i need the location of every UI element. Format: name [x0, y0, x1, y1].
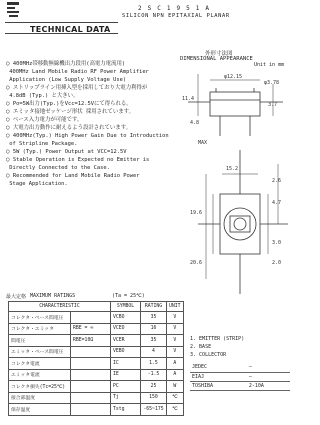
dim-d2: φ3.78	[264, 80, 280, 86]
dimensions-title-jp: 外形寸法図	[205, 51, 233, 57]
ratings-header-row	[9, 302, 184, 312]
header-symbol: SYMBOL	[111, 302, 141, 312]
ratings-table	[8, 301, 184, 416]
table-row: コレクタ・ベース間電圧 VCBO 35 V	[9, 312, 184, 324]
feature-item: ○ 5W (Typ.) Power Output at VCC=12.5V	[6, 148, 127, 155]
feature-item: of Stripline Package.	[9, 141, 78, 147]
dim-d9: 19.6	[190, 210, 203, 216]
dim-d10: 20.6	[190, 260, 203, 266]
table-row: エミッタ・ベース間電圧 VEBO 4 V	[9, 346, 184, 358]
table-row: EIAJ —	[190, 372, 290, 381]
dim-d11: MAX	[198, 140, 208, 146]
feature-item: ○ Po=5W出力(Typ.)をVcc=12.5Vにて得られる。	[6, 100, 132, 107]
dim-d5: 4.8	[190, 120, 200, 126]
dim-d1: φ12.15	[224, 74, 243, 80]
dim-d3: 11.4	[182, 96, 195, 102]
features-list	[6, 60, 186, 188]
ratings-title-jp: 最大定格	[6, 294, 27, 300]
table-row: コレクタ損失(Tc=25℃) PC 25 W	[9, 381, 184, 393]
feature-item: ○ Recommended for Land Mobile Radio Power	[6, 172, 140, 179]
dim-d8: 4.7	[272, 200, 282, 206]
feature-item: ○ 400MHz帯移動無線機出力段用(高電力電流用)	[6, 60, 126, 67]
feature-item: ○ Stable Operation is Expected no Emitter is	[6, 156, 150, 163]
feature-item: 4.8dB (Typ.) と大きい。	[9, 93, 79, 99]
feature-item: Stage Application.	[9, 181, 68, 187]
header-unit: UNIT	[167, 302, 184, 312]
feature-item: Directly Connected to the Case.	[9, 165, 110, 171]
toshiba-logo-icon	[6, 1, 20, 21]
table-row: コレクタ電流 IC 1.5 A	[9, 358, 184, 370]
dim-d13: 2.0	[272, 260, 282, 266]
dim-d6: 15.2	[226, 166, 239, 172]
table-row: 接合部温度 Tj 150 ℃	[9, 392, 184, 404]
table-row: コレクタ・エミッタ RBE = ∞ VCEO 16 V	[9, 323, 184, 335]
feature-item: 400MHz Land Mobile Radio RF Power Amplifier	[9, 69, 149, 75]
table-row: 間電圧 RBE=10Ω VCER 35 V	[9, 335, 184, 347]
feature-item: ○ ベース入力電力が可能です。	[6, 116, 83, 123]
package-standards-table	[190, 363, 290, 391]
device-subtitle: SILICON NPN EPITAXIAL PLANAR	[122, 13, 230, 19]
table-row: エミッタ電流 IE -1.5 A	[9, 369, 184, 381]
dim-d12: 3.0	[272, 240, 282, 246]
package-drawing	[168, 64, 298, 334]
feature-item: ○ エミッタ接地ゼッケージ形状 採用されています。	[6, 108, 134, 115]
dim-d4: 3.7	[268, 102, 278, 108]
table-row: 保存温度 Tstg -65~175 ℃	[9, 404, 184, 416]
pin-assignment	[190, 335, 290, 359]
header-characteristic: CHARACTERISTIC	[9, 302, 111, 312]
table-row: JEDEC —	[190, 363, 290, 372]
feature-item: ○ ストリップライン用挿入型を採用しており大電力利得が	[6, 84, 148, 91]
ratings-title-en: MAXIMUM RATINGS	[30, 293, 76, 299]
document-title: TECHNICAL DATA	[30, 25, 111, 34]
pin-item: 2. BASE	[190, 344, 212, 350]
dimensions-title-en: DIMENSIONAL APPEARANCE	[180, 56, 253, 62]
dimensions-unit: Unit in mm	[254, 62, 285, 68]
part-number: 2 S C 1 9 5 1 A	[138, 5, 211, 12]
table-row: TOSHIBA 2-10A	[190, 381, 290, 390]
feature-item: ○ 400MHz(Typ.) High Power Gain Due to Introduction	[6, 132, 169, 139]
ratings-condition: (Ta = 25℃)	[112, 293, 145, 299]
dim-d7: 2.6	[272, 178, 282, 184]
pin-item: 3. COLLECTOR	[190, 352, 227, 358]
feature-item: Application (Low Supply Voltage Use)	[9, 77, 127, 83]
feature-item: ○ 大電力出力動作に耐えるよう設計されています。	[6, 124, 132, 131]
pin-item: 1. EMITTER (STRIP)	[190, 336, 245, 342]
header-rating: RATING	[141, 302, 167, 312]
